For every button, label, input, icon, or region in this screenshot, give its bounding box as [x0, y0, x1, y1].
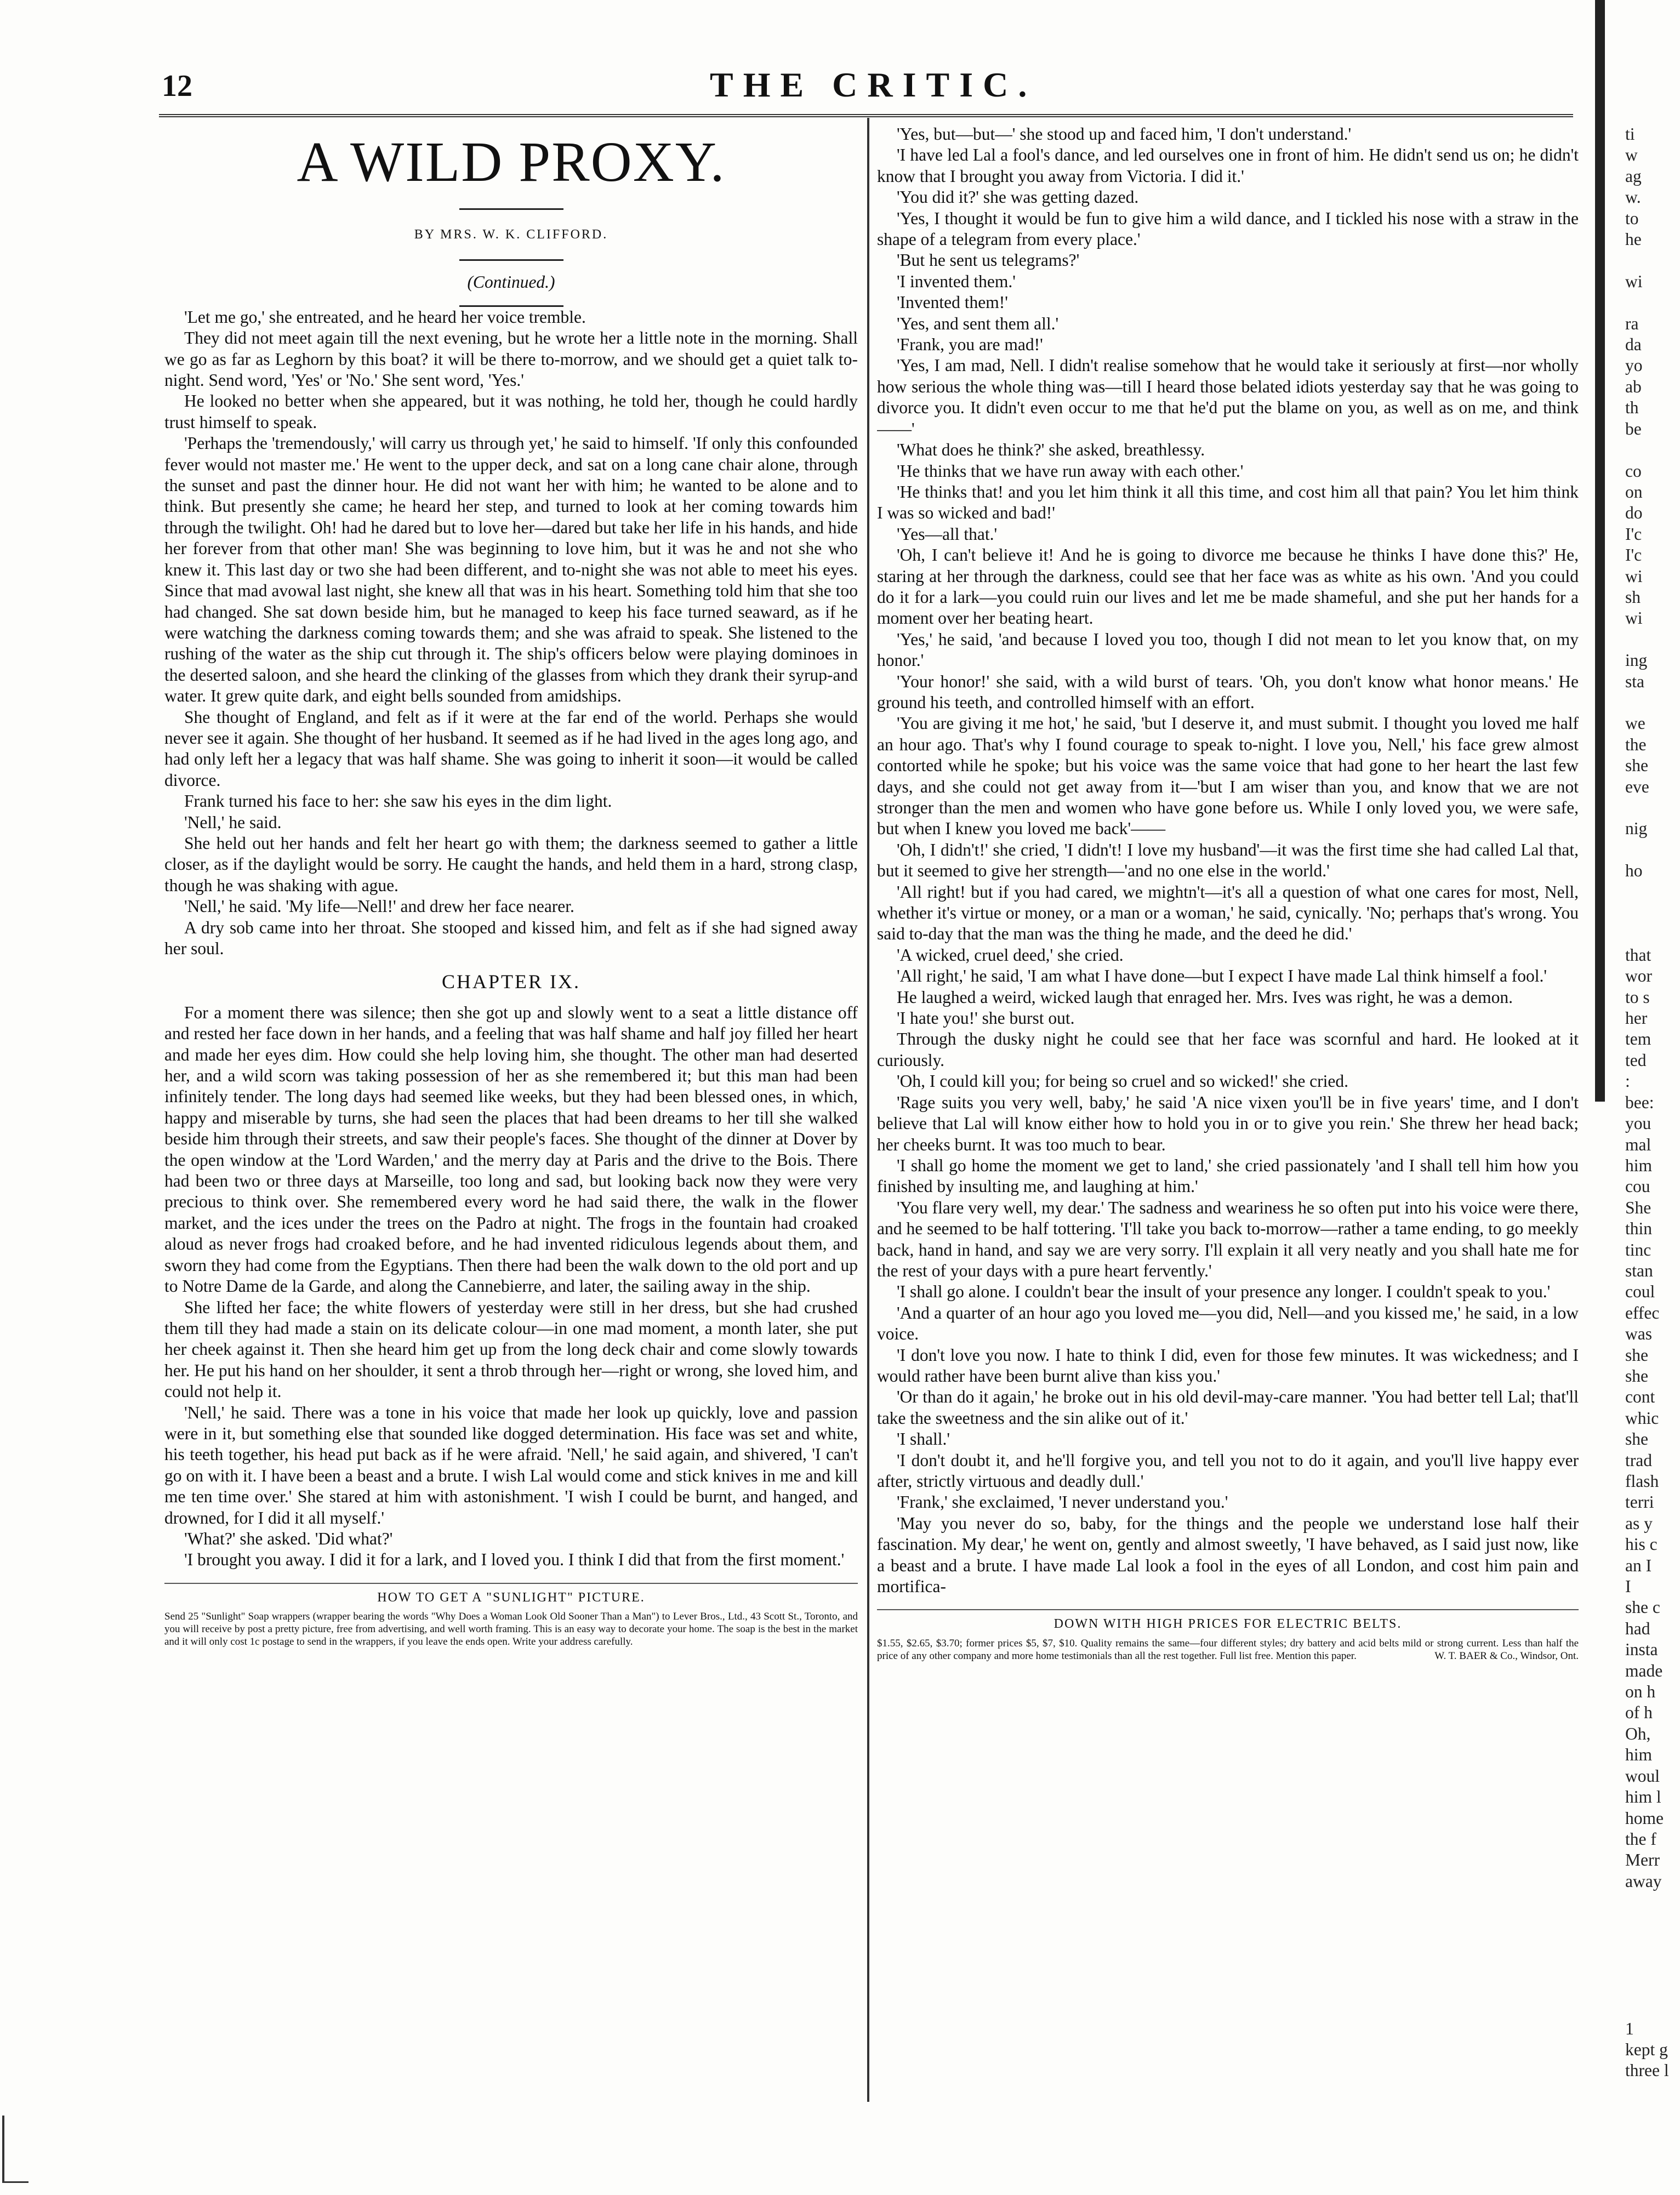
fragment-line: [1625, 797, 1680, 818]
fragment-line: of h: [1625, 1703, 1653, 1723]
fragment-line: [1625, 1934, 1680, 1955]
fragment-line: [1625, 629, 1680, 650]
continued-note: (Continued.): [467, 272, 555, 292]
story-paragraph: 'He thinks that! and you let him think it all this time, and cost him all that pain? You let him think I was so wicked and bad!': [877, 482, 1579, 523]
fragment-line: wi: [1625, 271, 1643, 291]
story-paragraph: A dry sob came into her throat. She stooped and kissed him, and felt as if she had signed away her soul.: [164, 917, 858, 958]
story-paragraphs-part-b: [164, 1002, 858, 1571]
fragment-line: thin: [1625, 1219, 1653, 1239]
fragment-line: she c: [1625, 1598, 1660, 1617]
fragment-line: she: [1625, 1345, 1648, 1365]
fragment-line: she: [1625, 1366, 1648, 1386]
story-paragraph: 'A wicked, cruel deed,' she cried.: [897, 945, 1124, 965]
middle-column: [877, 124, 1579, 2102]
fragment-line: made: [1625, 1661, 1663, 1680]
story-paragraph: 'I don't love you now. I hate to think I did, even for those few minutes. It was wickedness; and I would rather have been burnt alive than kiss you.': [877, 1345, 1579, 1386]
story-paragraph: 'Nell,' he said.: [184, 812, 282, 832]
fragment-line: coul: [1625, 1282, 1655, 1302]
fragment-line: wi: [1625, 608, 1643, 628]
story-paragraph: 'I shall go home the moment we get to land,' she cried passionately 'and I shall tell him how you finished by insulting me, and laughing at him.': [877, 1155, 1579, 1196]
story-paragraph: 'All right,' he said, 'I am what I have done—but I expect I have made Lal think himself a fool.': [897, 966, 1547, 986]
fragment-line: [1625, 440, 1680, 460]
fragment-line: you: [1625, 1114, 1651, 1133]
story-paragraph: 'He thinks that we have run away with each other.': [897, 461, 1244, 481]
fragment-line: he: [1625, 230, 1642, 249]
fragment-line: [1625, 903, 1680, 923]
fragment-line: ted: [1625, 1050, 1647, 1070]
fragment-line: the: [1625, 734, 1647, 754]
story-paragraph: 'Yes, but—but—' she stood up and faced him, 'I don't understand.': [897, 124, 1352, 144]
fragment-line: whic: [1625, 1408, 1659, 1428]
fragment-line: she: [1625, 756, 1648, 776]
fragment-line: w.: [1625, 187, 1641, 207]
story-paragraph: 'I don't doubt it, and he'll forgive you, and tell you not to do it again, and you'll live happy ever after, strictly virtuous and deadly dull.': [877, 1450, 1579, 1491]
fragment-line: home: [1625, 1808, 1664, 1828]
fragment-line: bee:: [1625, 1092, 1654, 1112]
fragment-line: She: [1625, 1198, 1651, 1217]
electric-belts-ad-signature: W. T. BAER & Co., Windsor, Ont.: [1434, 1650, 1579, 1662]
story-paragraph: 'What does he think?' she asked, breathlessy.: [897, 440, 1205, 460]
fragment-line: [1625, 882, 1680, 903]
story-paragraph: 'Your honor!' she said, with a wild burst of tears. 'Oh, you don't know what honor means.' He ground his teeth, and controlled himself with an effort.: [877, 671, 1579, 712]
fragment-line: co: [1625, 461, 1642, 481]
story-paragraph: 'Yes, and sent them all.': [897, 313, 1059, 333]
story-paragraph: 'I have led Lal a fool's dance, and led ourselves one in front of him. He didn't send us on; he didn't know that I brought you away from Victoria. I did it.': [877, 145, 1579, 186]
fragment-line: Merr: [1625, 1850, 1660, 1870]
fragment-line: had: [1625, 1618, 1650, 1638]
story-title: A WILD PROXY.: [297, 130, 726, 193]
fragment-line: [1625, 1955, 1680, 1976]
fragment-line: [1625, 1976, 1680, 1997]
story-paragraph: 'But he sent us telegrams?': [897, 250, 1080, 270]
story-paragraph: 'Invented them!': [897, 293, 1008, 312]
fragment-line: away: [1625, 1871, 1662, 1891]
fragment-line: ing: [1625, 651, 1648, 670]
sunlight-ad-title: HOW TO GET A "SUNLIGHT" PICTURE.: [377, 1590, 645, 1605]
fragment-line: [1625, 1892, 1680, 1913]
fragment-line: to: [1625, 208, 1639, 228]
fragment-line: w: [1625, 145, 1638, 165]
story-paragraph: 'You are giving it me hot,' he said, 'but I deserve it, and must submit. I thought you loved me half an hour ago. That's why I found courage to speak to-night. I love you, Nell,' his face grew almost contorted while he spoke; but his voice was the same voice that had gone to her heart the last few days, and she could not get away from it—'but I am wiser than you, and know that we are not stronger than the men and women who have gone before us. While I only loved you, we were safe, but when I knew you loved me back'——: [877, 714, 1579, 839]
story-paragraph: 'Rage suits you very well, baby,' he said 'A nice vixen you'll be in five years' time, and I don't believe that Lal will know either how to hold you in or to give you rein.' She threw her head back; her cheeks burnt. It was too much to bear.: [877, 1092, 1579, 1154]
fragment-line: tem: [1625, 1029, 1651, 1049]
fragment-line: him: [1625, 1745, 1653, 1765]
story-paragraph: 'You did it?' she was getting dazed.: [897, 187, 1139, 207]
fragment-line: [1625, 692, 1680, 713]
story-paragraph: 'Oh, I could kill you; for being so cruel and so wicked!' she cried.: [897, 1071, 1349, 1091]
fragment-line: we: [1625, 714, 1645, 733]
fragment-line: [1625, 840, 1680, 860]
electric-belts-ad-body: $1.55, $2.65, $3.70; former prices $5, $7, $10. Quality remains the same—four different styles; dry battery and acid belts mild or strong current. Less than half the price of any other company and more home testimonials than all the rest together. Full list free. Mention this paper.: [877, 1637, 1579, 1662]
electric-belts-ad-title: DOWN WITH HIGH PRICES FOR ELECTRIC BELTS.: [1053, 1617, 1402, 1632]
fragment-line: yo: [1625, 356, 1643, 375]
fragment-line: as y: [1625, 1513, 1653, 1533]
fragment-line: wor: [1625, 966, 1652, 986]
fragment-line: that: [1625, 945, 1651, 965]
fragment-line: 1: [1625, 2019, 1634, 2038]
page-number: 12: [162, 69, 192, 103]
story-paragraph: 'Yes, I thought it would be fun to give him a wild dance, and I tickled his nose with a straw in the shape of a telegram from every place.': [877, 208, 1579, 249]
fragment-line: him: [1625, 1155, 1653, 1175]
story-paragraphs-part-a: [164, 307, 858, 960]
story-paragraph: She lifted her face; the white flowers of yesterday were still in her dress, but she had crushed them till they had made a stain on its delicate colour—in one mad moment, a month later, she put her cheek against it. Then she heard him get up from the long deck chair and come slowly towards her. He put his hand on her shoulder, it sent a throb through her—right or wrong, she loved him, and could not help it.: [164, 1297, 858, 1401]
title-rule: [459, 208, 563, 210]
fragment-line: ti: [1625, 124, 1635, 144]
fragment-line: cou: [1625, 1177, 1650, 1196]
chapter-heading: CHAPTER IX.: [441, 971, 580, 993]
story-paragraph: 'Perhaps the 'tremendously,' will carry us through yet,' he said to himself. 'If only this confounded fever would not master me.' He went to the upper deck, and sat on a long cane chair alone, through the sunset and past the dinner hour. He did not want her with him; he wanted to be alone and to think. But presently she came; he heard her step, and turned to look at her coming towards him through the twilight. Oh! had he dared but to love her—dared but take her life in his hands, and hide her forever from that other man! She was beginning to love him, but it was he and not she who knew it. This last day or two she had been different, and to-night she was not able to meet his eyes. Since that mad avowal last night, she knew all that was in his heart. Something told him that she too had changed. She sat down beside him, but he managed to keep his face turned seaward, as if he were watching the darkness coming towards them; and she was afraid to speak. She listened to the rushing of the water as the ship cut through it. The ship's officers below were playing dominoes in the deserted saloon, and she heard the clinking of the glasses from which they drank their syrup-and water. It grew quite dark, and eight bells sounded from amidships.: [164, 434, 858, 706]
fragment-line: sta: [1625, 671, 1644, 691]
fragment-line: :: [1625, 1071, 1630, 1091]
fragment-line: nig: [1625, 819, 1648, 839]
fragment-line: terri: [1625, 1492, 1654, 1512]
ad-separator: [164, 1583, 858, 1584]
story-paragraph: 'Yes—all that.': [897, 524, 998, 544]
byline: BY MRS. W. K. CLIFFORD.: [414, 227, 608, 242]
byline-rule: [459, 259, 563, 261]
fragment-line: sh: [1625, 587, 1641, 607]
fragment-line: ag: [1625, 166, 1642, 186]
story-paragraph: For a moment there was silence; then she got up and slowly went to a seat a little distance off and rested her face down in her hands, and a feeling that was half shame and half joy filled her heart and made her eyes dim. How could she help loving him, she thought. The other man had deserted her, and a wild scorn was taking possession of her as she remembered it; but this man had been infinitely tender. The long days had seemed like weeks, but they had been blessed ones, in which, happy and miserable by turns, she had seen the places that had been dreams to her till she walked beside him through their streets, and saw their people's faces. She thought of the dinner at Dover by the open window at the 'Lord Warden,' and the merry day at Paris and the drive to the Bois. There had been two or three days at Marseille, too long and sad, but looking back now they were very precious to think over. She remembered every word he had said there, the walk in the flower market, and the ices under the trees on the Padro at night. The frogs in the fountain had croaked aloud as never frogs had croaked before, and he had invented ridiculous legends about them, and sworn they had come from the Egyptians. Then there had been the walk down to the old port and up to Notre Dame de la Garde, and along the Cannebierre, and later, the sailing away in the ship.: [164, 1002, 858, 1296]
story-paragraph: 'I hate you!' she burst out.: [897, 1008, 1075, 1028]
story-paragraph: 'Oh, I can't believe it! And he is going to divorce me because he thinks I have done this?' He, staring at her through the darkness, could see that her face was as white as his own. 'And you could do it for a lark—you could ruin our lives and let me be made shameful, and she put her hands for a moment over her beating heart.: [877, 545, 1579, 628]
fragment-line: tinc: [1625, 1240, 1651, 1259]
story-paragraph: They did not meet again till the next evening, but he wrote her a little note in the morning. Shall we go as far as Leghorn by this boat? it will be there to-morrow, and we should get a quiet talk to-night. Send word, 'Yes' or 'No.' She sent word, 'Yes.': [164, 328, 858, 390]
left-column: [164, 124, 858, 2102]
story-paragraph: 'Yes, I am mad, Nell. I didn't realise somehow that he would take it seriously at first—nor wholly how serious the whole thing was—till I heard those belated idiots yesterday say that he was going to divorce you. It didn't even occur to me that he'd put the blame on you, as well as on me, and think——': [877, 356, 1579, 438]
scan-corner-mark: [2, 2116, 29, 2183]
story-paragraph: 'Let me go,' she entreated, and he heard her voice tremble.: [184, 307, 586, 327]
fragment-line: kept g: [1625, 2039, 1668, 2059]
fragment-line: Oh,: [1625, 1724, 1651, 1743]
fragment-line: trad: [1625, 1450, 1652, 1470]
story-paragraph: 'What?' she asked. 'Did what?': [184, 1529, 393, 1548]
fragment-line: [1625, 292, 1680, 313]
story-paragraph: 'Yes,' he said, 'and because I loved you too, though I did not mean to let you know that, on my honor.': [877, 629, 1579, 670]
fragment-line: [1625, 1913, 1680, 1934]
fragment-line: the f: [1625, 1829, 1656, 1849]
fragment-line: was: [1625, 1324, 1652, 1344]
fragment-line: wi: [1625, 566, 1643, 586]
fragment-line: stan: [1625, 1261, 1653, 1280]
story-paragraph: 'All right! but if you had cared, we mightn't—it's all a question of what one cares for most, Nell, whether it's virtue or money, or a man or a woman,' he said, cynically. 'No; perhaps that's wrong. You said to-day that the man was the thing he made, and the deed he did.': [877, 882, 1579, 944]
fragment-line: him l: [1625, 1787, 1661, 1807]
fragment-line: [1625, 1997, 1680, 2018]
story-paragraphs-continued: [877, 124, 1579, 1597]
story-paragraph: 'I brought you away. I did it for a lark, and I loved you. I think I did that from the first moment.': [184, 1550, 845, 1570]
fragment-line: effec: [1625, 1303, 1660, 1322]
fragment-line: [1625, 250, 1680, 271]
story-paragraph: 'Nell,' he said. 'My life—Nell!' and drew her face nearer.: [184, 897, 574, 916]
fragment-line: her: [1625, 1008, 1648, 1028]
header-rule: [159, 114, 1573, 117]
fragment-line: flash: [1625, 1472, 1659, 1491]
story-paragraph: 'Or than do it again,' he broke out in his old devil-may-care manner. 'You had better tell Lal; that'll take the sweetness and the sin alike out of it.': [877, 1387, 1579, 1428]
fragment-line: I'c: [1625, 545, 1642, 565]
story-paragraph: 'Nell,' he said. There was a tone in his voice that made her look up quickly, love and passion were in it, but something else that sounded like dogged determination. His face was set and white, his teeth together, his head put back as if he were afraid. 'Nell,' he said again, and shivered, 'I can't go on with it. I have been a beast and a brute. I wish Lal would come and stick knives in me and kill me ten time over.' She stared at him with astonishment. 'I wish I could be burnt, and hanged, and drowned, for I did it all myself.': [164, 1402, 858, 1527]
fragment-line: ab: [1625, 377, 1642, 396]
column-divider: [867, 118, 869, 2102]
story-paragraph: He laughed a weird, wicked laugh that enraged her. Mrs. Ives was right, he was a demon.: [897, 987, 1513, 1007]
fragment-line: three l: [1625, 2061, 1669, 2080]
story-paragraph: 'And a quarter of an hour ago you loved me—you did, Nell—and you kissed me,' he said, in a low voice.: [877, 1303, 1579, 1344]
fragment-line: [1625, 923, 1680, 944]
ad-separator: [877, 1609, 1579, 1610]
story-paragraph: 'Frank, you are mad!': [897, 335, 1043, 355]
story-paragraph: Through the dusky night he could see that her face was scornful and hard. He looked at it curiously.: [877, 1029, 1579, 1070]
fragment-line: da: [1625, 335, 1642, 355]
fragment-line: cont: [1625, 1387, 1655, 1407]
masthead: THE CRITIC.: [710, 65, 1037, 104]
electric-belts-ad-text: [877, 1637, 1579, 1662]
story-paragraph: She held out her hands and felt her heart go with them; the darkness seemed to gather a little closer, as if the daylight would be sorry. He caught the hands, and held them in a hard, strong clasp, though he was shaking with ague.: [164, 833, 858, 895]
fragment-line: his c: [1625, 1535, 1658, 1554]
story-paragraph: 'May you never do so, baby, for the things and the people we understand lose half their fascination. My dear,' he went on, gently and almost sweetly, 'I have behaved, as I said just now, like a beast and a brute. I have made Lal look a fool in the eyes of all London, and cost him pain and mortifica-: [877, 1513, 1579, 1597]
story-paragraph: 'You flare very well, my dear.' The sadness and weariness he so often put into his voice were there, and he seemed to be half tottering. 'I'll take you back to-morrow—rather a tame ending, to go meekly back, hand in hand, and say we are very sorry. I'll explain it all very neatly and you shall hate me for the rest of your days with a pure heart fervently.': [877, 1198, 1579, 1280]
story-paragraph: 'Frank,' she exclaimed, 'I never understand you.': [897, 1492, 1228, 1512]
fragment-line: ho: [1625, 861, 1643, 881]
scan-binding-shadow: [1595, 0, 1605, 1102]
adjacent-page-fragments: [1625, 124, 1680, 2152]
fragment-line: mal: [1625, 1134, 1651, 1154]
fragment-line: on h: [1625, 1682, 1656, 1702]
fragment-line: eve: [1625, 777, 1649, 796]
fragment-line: I'c: [1625, 524, 1642, 544]
fragment-line: to s: [1625, 987, 1650, 1007]
fragment-line: th: [1625, 398, 1639, 418]
fragment-line: an I: [1625, 1555, 1652, 1575]
story-paragraph: 'Oh, I didn't!' she cried, 'I didn't! I love my husband'—it was the first time she had called Lal that, but it seemed to give her strength—'and no one else in the world.': [877, 840, 1579, 881]
fragment-line: she: [1625, 1429, 1648, 1449]
story-paragraph: 'I shall go alone. I couldn't bear the insult of your presence any longer. I couldn't speak to you.': [897, 1282, 1551, 1302]
story-paragraph: 'I shall.': [897, 1429, 950, 1449]
fragment-line: do: [1625, 503, 1643, 523]
story-paragraph: 'I invented them.': [897, 271, 1016, 291]
fragment-line: I: [1625, 1577, 1631, 1597]
fragment-line: be: [1625, 419, 1642, 438]
story-paragraph: She thought of England, and felt as if it were at the far end of the world. Perhaps she would never see it again. She thought of her husband. It seemed as if he had lived in the ages long ago, and had only left her a legacy that was half shame. She was going to inherit it soon—it would be called divorce.: [164, 707, 858, 790]
fragment-line: on: [1625, 482, 1643, 501]
sunlight-ad-text: Send 25 "Sunlight" Soap wrappers (wrapper bearing the words "Why Does a Woman Look Old Sooner Than a Man") to Lever Bros., Ltd., 43 Scott St., Toronto, and you will receive by post a pretty picture, free from advertising, and well worth framing. This is an easy way to decorate your home. The soap is the best in the market and it will only cost 1c postage to send in the wrappers, if you leave the ends open. Write your address carefully.: [164, 1611, 858, 1648]
fragment-line: insta: [1625, 1640, 1658, 1660]
story-paragraph: Frank turned his face to her: she saw his eyes in the dim light.: [184, 791, 612, 811]
fragment-line: ra: [1625, 313, 1639, 333]
fragment-line: woul: [1625, 1766, 1660, 1786]
story-paragraph: He looked no better when she appeared, but it was nothing, he told her, though he could hardly trust himself to speak.: [164, 391, 858, 432]
